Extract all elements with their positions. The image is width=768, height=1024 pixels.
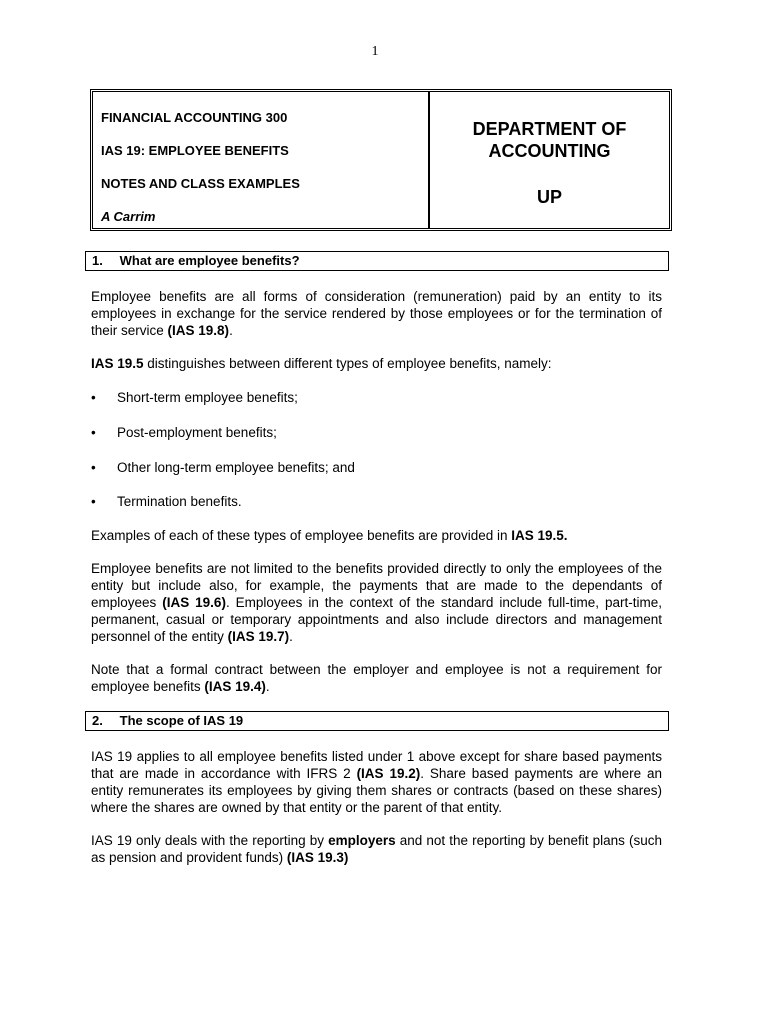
paragraph-text: IAS 19 only deals with the reporting by — [91, 833, 329, 848]
standard-reference: (IAS 19.3) — [286, 850, 349, 865]
paragraph-text: Employee benefits are all forms of consideration (remuneration) paid by an entity to its employees in exchange for the service rendered by those employees or for the termination of their service — [91, 289, 662, 338]
list-item-text: Other long-term employee benefits; and — [117, 460, 355, 475]
emphasis-text: employers — [328, 833, 396, 848]
paragraph-reporting — [91, 832, 662, 866]
paragraph-end: . — [289, 629, 293, 644]
section-2-title: The scope of IAS 19 — [119, 713, 244, 728]
paragraph-text: . Employees in the context of the standard include full-time, part-time, permanent, casual or temporary appointments and also include directors and management personnel of the entity — [91, 595, 663, 644]
list-item — [91, 493, 242, 510]
standard-reference: (IAS 19.4) — [204, 679, 266, 694]
bullet-icon: • — [91, 460, 96, 475]
paragraph-scope-of-employees — [91, 560, 662, 645]
list-item — [91, 389, 298, 406]
document-subtitle: NOTES AND CLASS EXAMPLES — [101, 176, 300, 191]
list-item — [91, 459, 355, 476]
paragraph-text: . Share based payments are where an entity remunerates its employees by giving them shares or contracts (based on these shares) where the shares are owned by that entity or the parent of that entity. — [91, 766, 663, 815]
standard-reference: IAS 19.5. — [511, 528, 568, 543]
section-1-heading — [85, 251, 669, 271]
standard-reference: IAS 19.5 — [91, 356, 144, 371]
section-1-title: What are employee benefits? — [119, 253, 300, 268]
section-1-number: 1. — [92, 253, 103, 268]
section-2-number: 2. — [92, 713, 103, 728]
author-name: A Carrim — [101, 209, 156, 224]
bullet-icon: • — [91, 390, 96, 405]
list-item-text: Post-employment benefits; — [117, 425, 277, 440]
paragraph-text: Employee benefits are not limited to the benefits provided directly to only the employees of the entity but include also, for example, the payments that are made to the dependants of employees — [91, 561, 662, 610]
standard-reference: (IAS 19.2) — [356, 766, 421, 781]
course-name: FINANCIAL ACCOUNTING 300 — [101, 110, 288, 125]
bullet-icon: • — [91, 494, 96, 509]
paragraph-text: and not the reporting by benefit plans (such as pension and provident funds) — [91, 833, 663, 865]
institution: UP — [536, 187, 562, 207]
paragraph-text: Examples of each of these types of employee benefits are provided in — [91, 528, 512, 543]
paragraph-examples — [91, 527, 662, 544]
paragraph-text: IAS 19 applies to all employee benefits listed under 1 above except for share based payments that are made in accordance with IFRS 2 — [91, 749, 662, 781]
paragraph-scope — [91, 748, 662, 816]
paragraph-types-intro — [91, 355, 662, 372]
paragraph-text: distinguishes between different types of employee benefits, namely: — [143, 356, 552, 371]
paragraph-end: . — [265, 679, 270, 694]
page-number: 1 — [371, 44, 379, 59]
department-line-2: ACCOUNTING — [488, 141, 611, 161]
section-2-heading — [85, 711, 669, 731]
paragraph-formal-contract — [91, 661, 662, 695]
bullet-icon: • — [91, 425, 96, 440]
department-info — [430, 92, 669, 228]
standard-reference: (IAS 19.6) — [162, 595, 226, 610]
paragraph-text: Note that a formal contract between the employer and employee is not a requirement for employee benefits — [91, 662, 662, 694]
standard-reference: (IAS 19.8) — [167, 323, 230, 338]
list-item-text: Termination benefits. — [117, 494, 242, 509]
course-info — [93, 92, 430, 228]
list-item — [91, 424, 277, 441]
paragraph-definition — [91, 288, 662, 339]
standard-reference: (IAS 19.7) — [227, 629, 290, 644]
title-box — [90, 89, 672, 231]
list-item-text: Short-term employee benefits; — [117, 390, 298, 405]
topic-title: IAS 19: EMPLOYEE BENEFITS — [101, 143, 289, 158]
department-line-1: DEPARTMENT OF — [472, 119, 627, 139]
paragraph-end: . — [229, 323, 233, 338]
